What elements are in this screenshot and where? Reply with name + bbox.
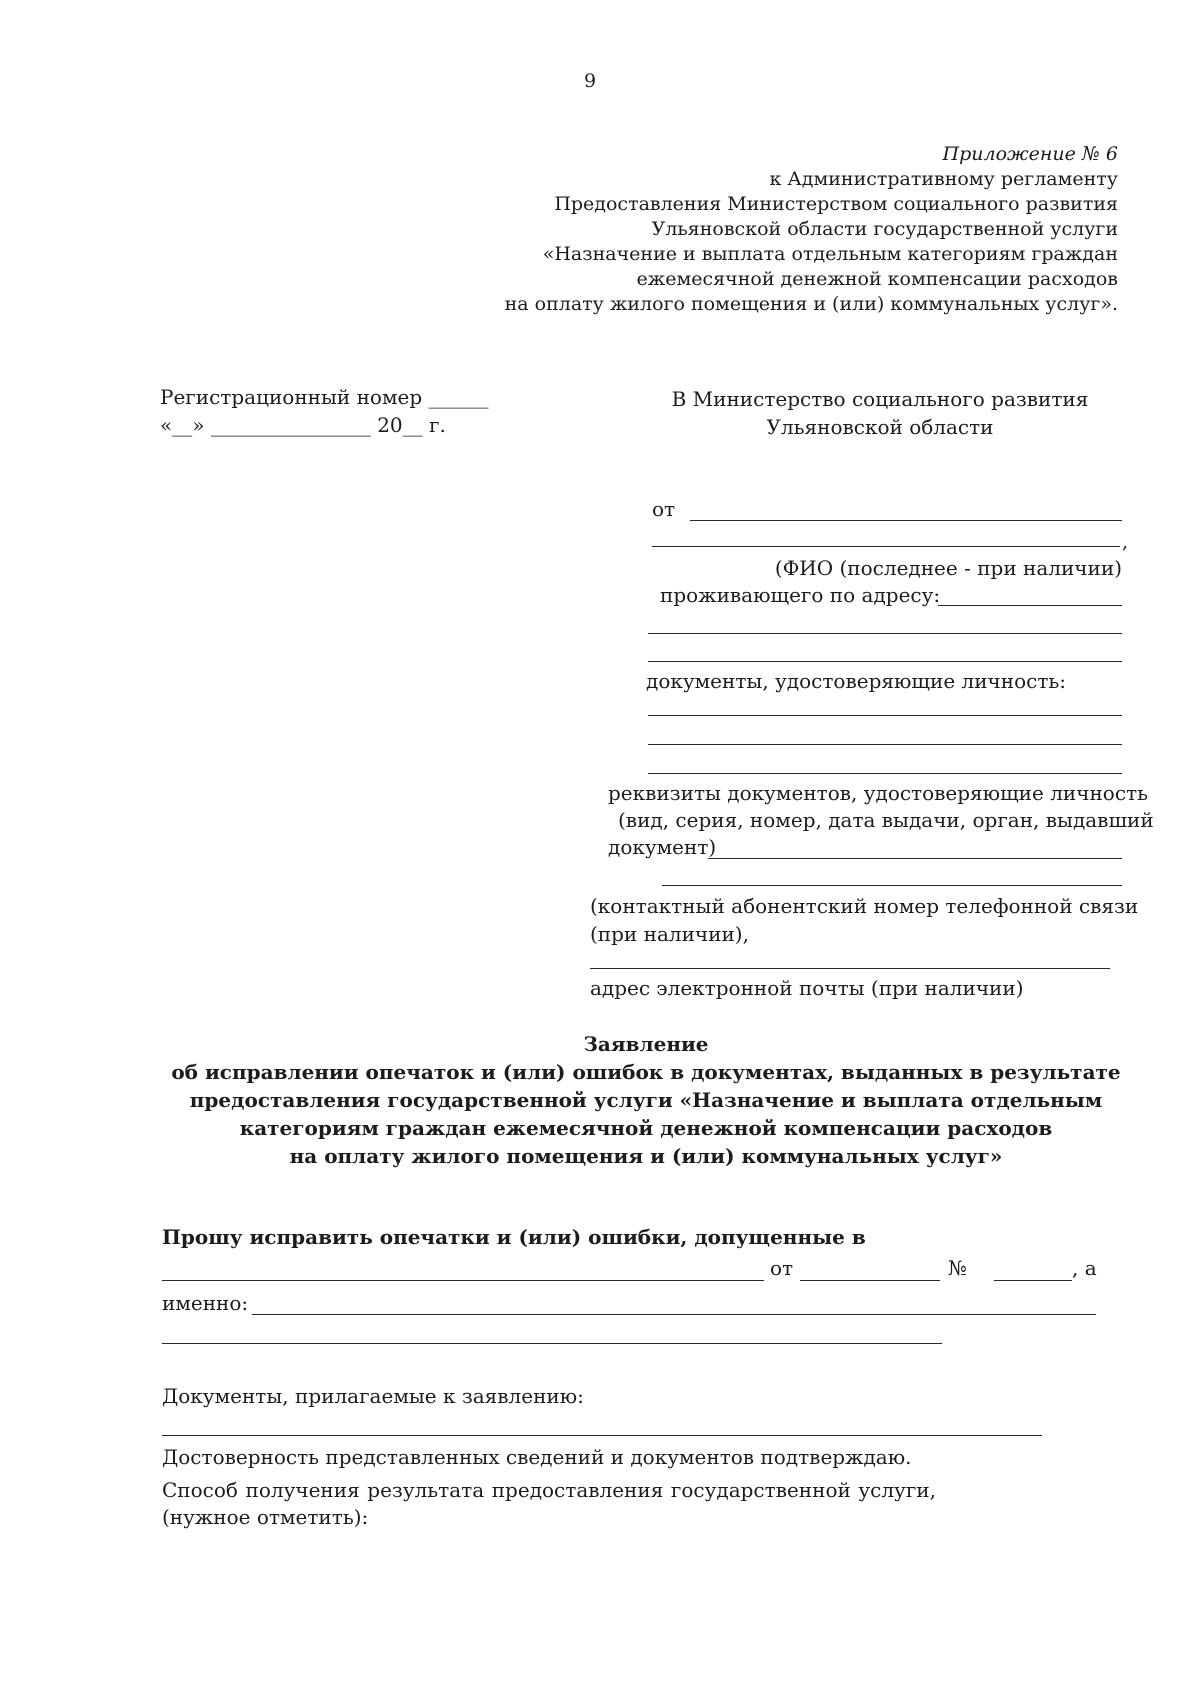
requisites-line: документ) bbox=[608, 835, 717, 859]
addressee-line: В Министерство социального развития bbox=[671, 387, 1089, 411]
identity-docs-label: документы, удостоверяющие личность: bbox=[646, 669, 1067, 693]
address-line-2[interactable] bbox=[648, 633, 1122, 634]
request-text: Прошу исправить опечатки и (или) ошибки, допущенные в bbox=[162, 1225, 866, 1249]
appendix-line: «Назначение и выплата отдельным категориям граждан bbox=[542, 243, 1118, 265]
statement-line: предоставления государственной услуги «Назначение и выплата отдельным bbox=[189, 1088, 1103, 1112]
applicant-name-line-2[interactable] bbox=[652, 546, 1120, 547]
fio-hint: (ФИО (последнее - при наличии) bbox=[774, 556, 1122, 580]
phone-input-line[interactable] bbox=[590, 968, 1110, 969]
appendix-line: к Административному регламенту bbox=[769, 168, 1118, 190]
confirm-text: Достоверность представленных сведений и документов подтверждаю. bbox=[162, 1445, 912, 1469]
applicant-name-line[interactable] bbox=[690, 520, 1122, 521]
namely-line-2[interactable] bbox=[162, 1343, 942, 1344]
appendix-line: Предоставления Министерством социального развития bbox=[554, 193, 1118, 215]
phone-text bbox=[590, 892, 1138, 948]
appendix-header bbox=[500, 142, 1118, 317]
attached-docs-line[interactable] bbox=[162, 1435, 1042, 1436]
statement-line: категориям граждан ежемесячной денежной компенсации расходов bbox=[239, 1116, 1053, 1140]
document-date-line[interactable] bbox=[800, 1280, 940, 1281]
phone-line: (контактный абонентский номер телефонной связи bbox=[590, 894, 1139, 918]
requisites-line-1[interactable] bbox=[708, 858, 1122, 859]
page-number: 9 bbox=[583, 70, 597, 92]
requisites-line: (вид, серия, номер, дата выдачи, орган, выдавший bbox=[618, 808, 1154, 832]
identity-docs-line-1[interactable] bbox=[648, 715, 1122, 716]
addressee bbox=[640, 385, 1120, 441]
document-name-line[interactable] bbox=[162, 1280, 764, 1281]
appendix-line: Ульяновской области государственной услуги bbox=[651, 218, 1118, 240]
document-number-line[interactable] bbox=[994, 1280, 1072, 1281]
comma: , bbox=[1122, 531, 1129, 553]
comma-a: , а bbox=[1072, 1256, 1097, 1280]
registration-number: Регистрационный номер ______ bbox=[160, 385, 489, 409]
statement-line: на оплату жилого помещения и (или) коммунальных услуг» bbox=[289, 1144, 1003, 1168]
number-sign: № bbox=[948, 1256, 967, 1280]
requisites-line-2[interactable] bbox=[662, 885, 1122, 886]
identity-docs-line-2[interactable] bbox=[648, 744, 1122, 745]
namely-label: именно: bbox=[162, 1291, 249, 1315]
statement-line: об исправлении опечаток и (или) ошибок в документах, выданных в результате bbox=[171, 1060, 1121, 1084]
method-line-2: (нужное отметить): bbox=[162, 1505, 369, 1529]
namely-line-1[interactable] bbox=[252, 1314, 1096, 1315]
appendix-title: Приложение № 6 bbox=[942, 143, 1118, 165]
addressee-line: Ульяновской области bbox=[766, 415, 994, 439]
attached-docs-label: Документы, прилагаемые к заявлению: bbox=[162, 1384, 584, 1408]
requisites-line: реквизиты документов, удостоверяющие личность bbox=[608, 781, 1148, 805]
requisites-text bbox=[608, 780, 1154, 861]
identity-docs-line-3[interactable] bbox=[648, 773, 1122, 774]
appendix-line: на оплату жилого помещения и (или) коммунальных услуг». bbox=[504, 293, 1118, 315]
email-label: адрес электронной почты (при наличии) bbox=[590, 976, 1024, 1000]
appendix-line: ежемесячной денежной компенсации расходов bbox=[636, 268, 1118, 290]
statement-title: Заявление bbox=[583, 1032, 709, 1056]
method-line-1: Способ получения результата предоставления государственной услуги, bbox=[162, 1478, 936, 1502]
address-line-1[interactable] bbox=[938, 605, 1122, 606]
phone-line: (при наличии), bbox=[590, 922, 749, 946]
registration-date: «__» ________________ 20__ г. bbox=[160, 413, 446, 437]
statement-heading bbox=[40, 1030, 1200, 1170]
address-label: проживающего по адресу: bbox=[660, 583, 941, 607]
from-word: от bbox=[770, 1256, 794, 1280]
address-line-3[interactable] bbox=[648, 661, 1122, 662]
from-label: от bbox=[652, 497, 676, 521]
